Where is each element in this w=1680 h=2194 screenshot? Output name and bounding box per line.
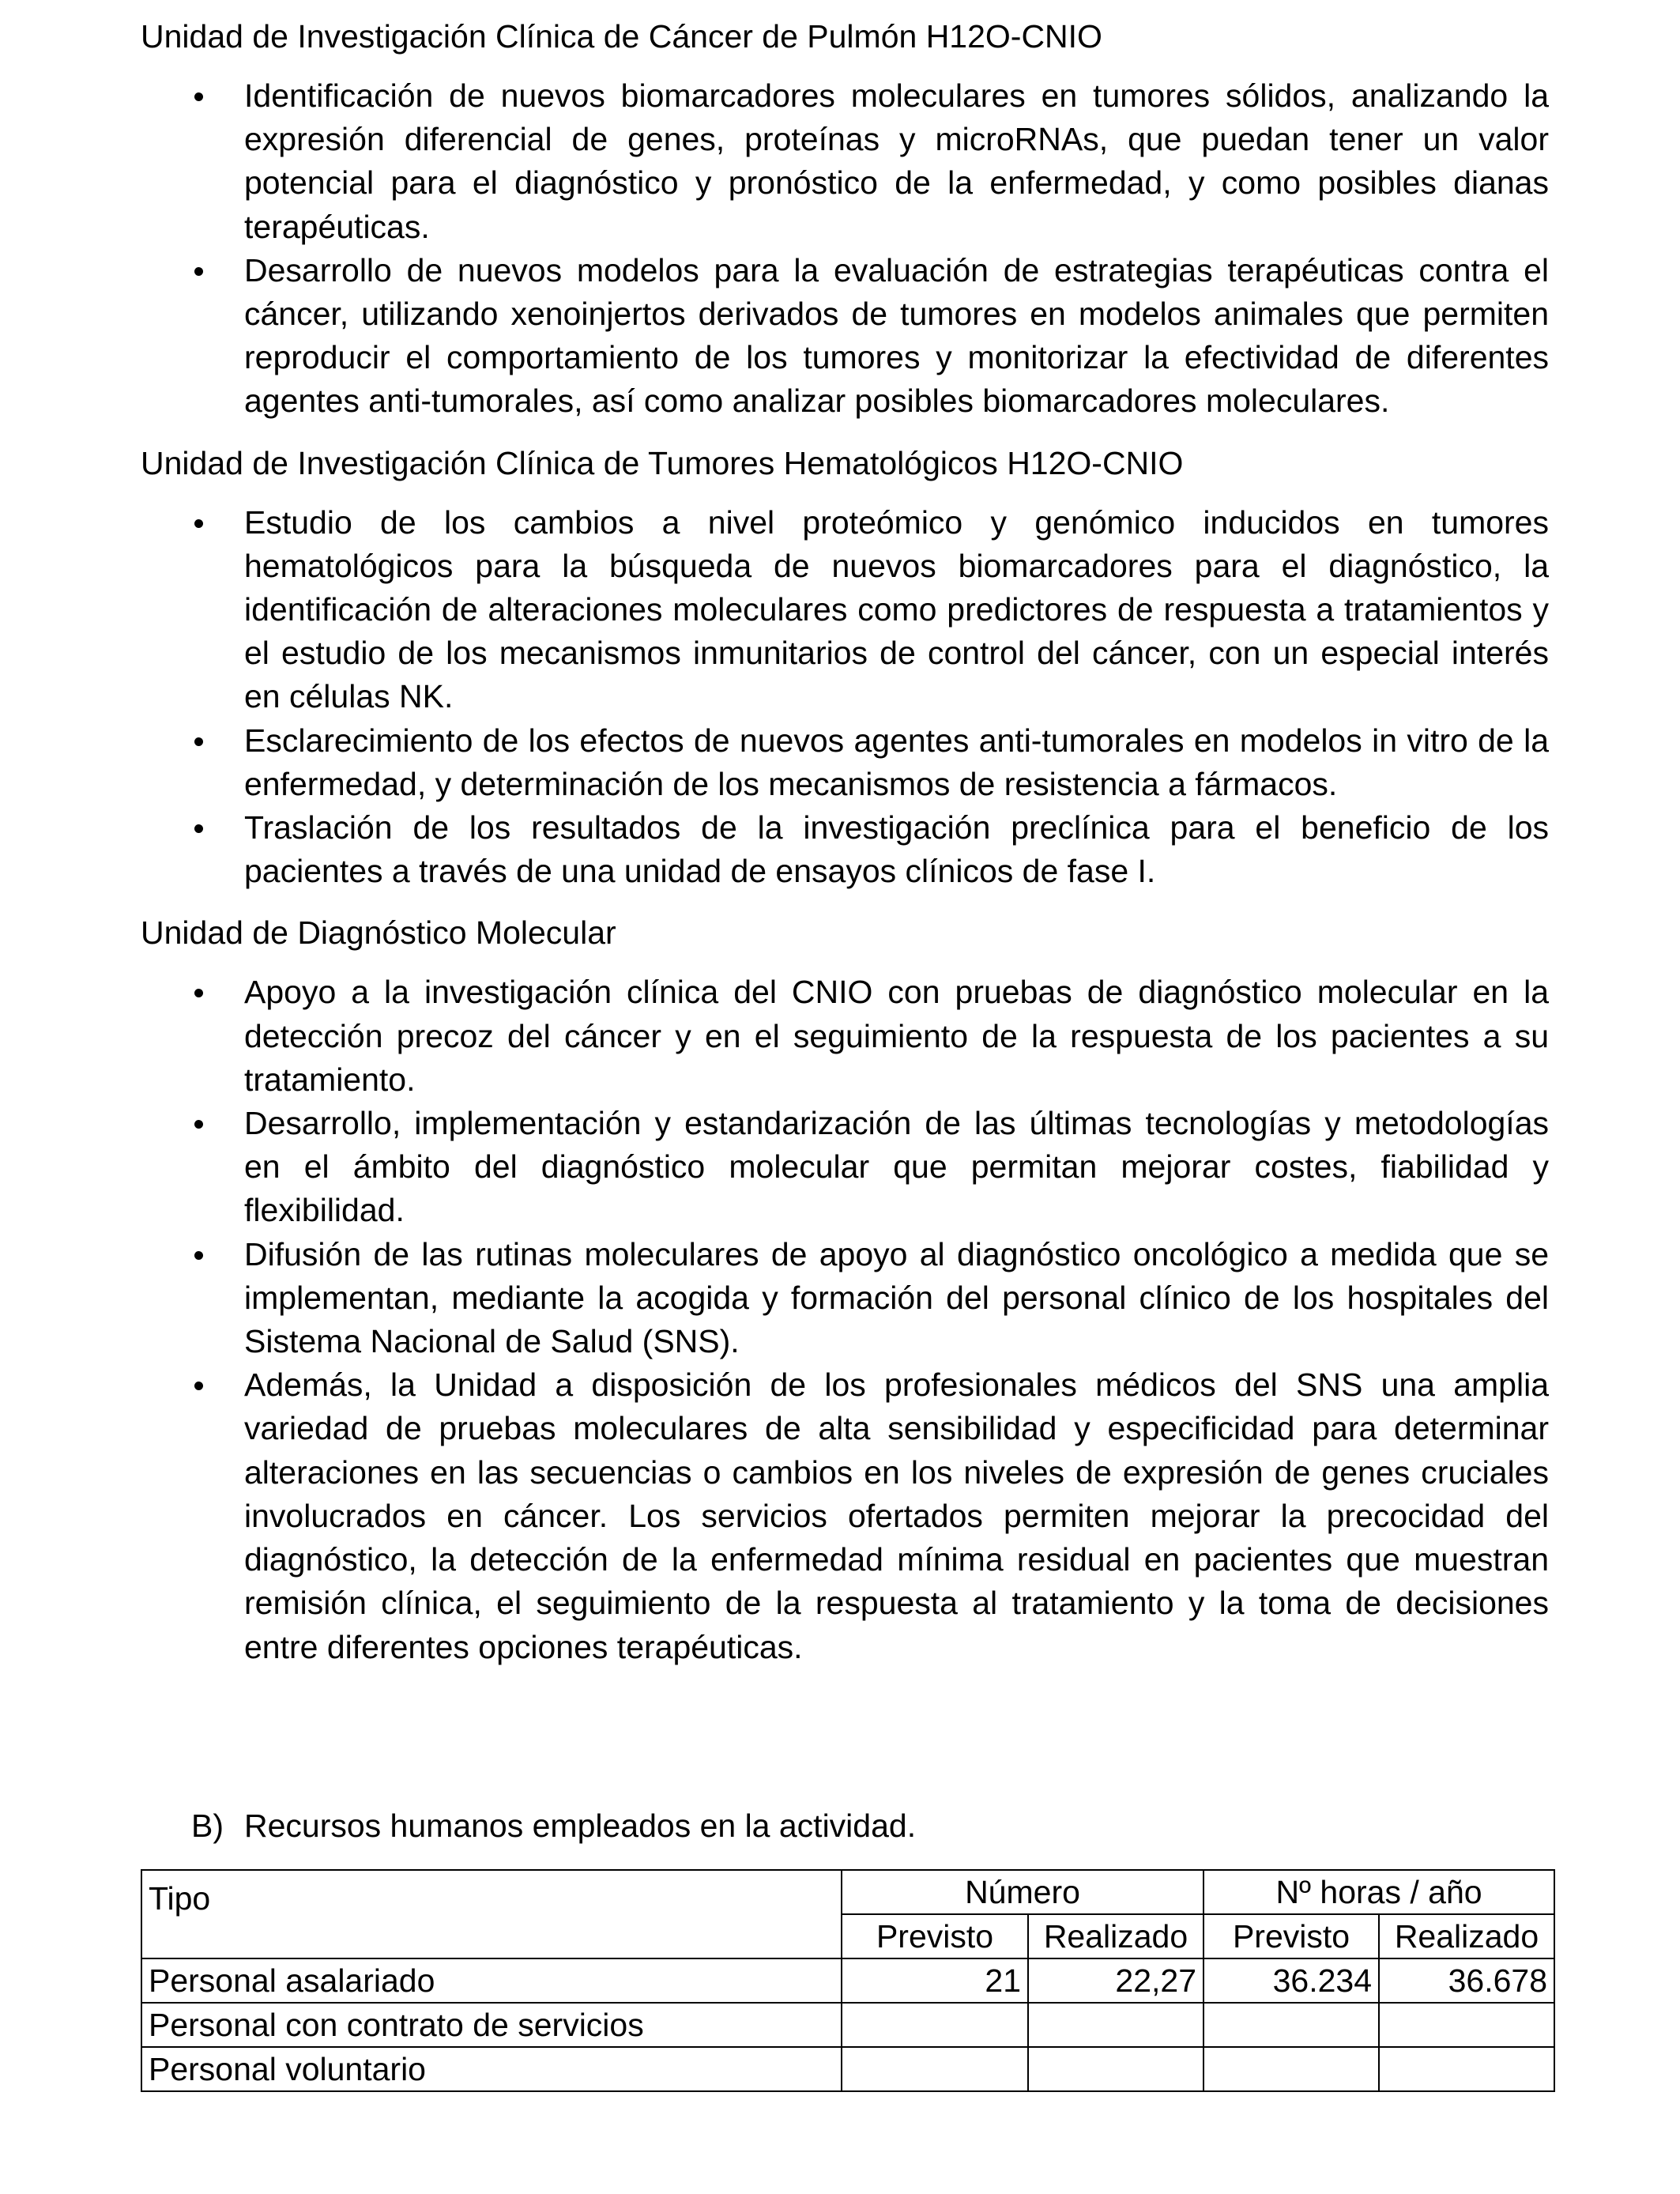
cell-horas-previsto: 36.234	[1203, 1958, 1379, 2003]
cell-num-previsto	[842, 2003, 1028, 2047]
bullet-text: Estudio de los cambios a nivel proteómico y genómico inducidos en tumores hematológicos para la búsqueda de nuevos biomarcadores para el diagnóstico, la identificación de alteraciones moleculares como predictores de respuesta a tratamientos y el estudio de los mecanismos inmunitarios de control del cáncer, con un especial interés en células NK.	[244, 503, 1549, 715]
table-row	[141, 2003, 1554, 2047]
list-item	[141, 501, 1549, 719]
cell-tipo: Personal con contrato de servicios	[141, 2003, 842, 2047]
bullet-icon	[194, 737, 203, 746]
bullet-text: Esclarecimiento de los efectos de nuevos agentes anti-tumorales en modelos in vitro de la enfermedad, y determinación de los mecanismos de resistencia a fármacos.	[244, 722, 1549, 802]
table-row	[141, 1958, 1554, 2003]
header-numero: Número	[842, 1870, 1203, 1914]
bullet-icon	[194, 267, 203, 276]
subheader-numero-realizado: Realizado	[1028, 1914, 1203, 1958]
list-item	[141, 971, 1549, 1102]
bullet-text: Traslación de los resultados de la investigación preclínica para el beneficio de los pacientes a través de una unidad de ensayos clínicos de fase I.	[244, 809, 1549, 890]
section-heading-diagnostico: Unidad de Diagnóstico Molecular	[141, 914, 616, 952]
cell-horas-realizado	[1379, 2003, 1554, 2047]
list-item	[141, 719, 1549, 806]
cell-num-realizado	[1028, 2003, 1203, 2047]
bullet-icon	[194, 989, 203, 997]
list-item	[141, 1363, 1549, 1668]
cell-num-previsto: 21	[842, 1958, 1028, 2003]
section-b-letter: B)	[191, 1808, 224, 1844]
cell-num-previsto	[842, 2047, 1028, 2091]
cell-horas-realizado: 36.678	[1379, 1958, 1554, 2003]
bullet-icon	[194, 1251, 203, 1260]
bullet-text: Desarrollo de nuevos modelos para la evaluación de estrategias terapéuticas contra el cáncer, utilizando xenoinjertos derivados de tumores en modelos animales que permiten reproducir el comportamiento de los tumores y monitorizar la efectividad de diferentes agentes anti-tumorales, así como analizar posibles biomarcadores moleculares.	[244, 251, 1549, 420]
list-item	[141, 1102, 1549, 1233]
list-item	[141, 1233, 1549, 1364]
header-tipo: Tipo	[141, 1870, 842, 1958]
document-body	[141, 14, 1549, 1687]
table-row	[141, 2047, 1554, 2091]
bullet-text: Identificación de nuevos biomarcadores moleculares en tumores sólidos, analizando la expresión diferencial de genes, proteínas y microRNAs, que puedan tener un valor potencial para el diagnóstico y pronóstico de la enfermedad, y como posibles dianas terapéuticas.	[244, 77, 1549, 245]
bullet-list-diagnostico	[141, 971, 1549, 1668]
section-heading-pulmon: Unidad de Investigación Clínica de Cáncer de Pulmón H12O-CNIO	[141, 18, 1102, 55]
bullet-text: Además, la Unidad a disposición de los profesionales médicos del SNS una amplia variedad de pruebas moleculares de alta sensibilidad y especificidad para determinar alteraciones en las secuencias o cambios en los niveles de expresión de genes cruciales involucrados en cáncer. Los servicios ofertados permiten mejorar la precocidad del diagnóstico, la detección de la enfermedad mínima residual en pacientes que muestran remisión clínica, el seguimiento de la respuesta al tratamiento y la toma de decisiones entre diferentes opciones terapéuticas.	[244, 1367, 1549, 1665]
subheader-horas-realizado: Realizado	[1379, 1914, 1554, 1958]
list-item	[141, 74, 1549, 249]
cell-num-realizado: 22,27	[1028, 1958, 1203, 2003]
bullet-icon	[194, 1120, 203, 1129]
list-item	[141, 249, 1549, 424]
bullet-list-pulmon	[141, 74, 1549, 424]
subheader-horas-previsto: Previsto	[1203, 1914, 1379, 1958]
section-b-heading	[191, 1804, 916, 1848]
subheader-numero-previsto: Previsto	[842, 1914, 1028, 1958]
bullet-text: Apoyo a la investigación clínica del CNIO con pruebas de diagnóstico molecular en la detección precoz del cáncer y en el seguimiento de la respuesta de los pacientes a su tratamiento.	[244, 974, 1549, 1098]
bullet-icon	[194, 1382, 203, 1390]
cell-horas-previsto	[1203, 2003, 1379, 2047]
bullet-icon	[194, 824, 203, 833]
bullet-icon	[194, 92, 203, 101]
table-header-row	[141, 1870, 1554, 1914]
cell-num-realizado	[1028, 2047, 1203, 2091]
cell-tipo: Personal voluntario	[141, 2047, 842, 2091]
header-horas: Nº horas / año	[1203, 1870, 1554, 1914]
list-item	[141, 806, 1549, 893]
bullet-icon	[194, 519, 203, 528]
section-heading-hematologicos: Unidad de Investigación Clínica de Tumores Hematológicos H12O-CNIO	[141, 444, 1184, 481]
bullet-text: Difusión de las rutinas moleculares de apoyo al diagnóstico oncológico a medida que se implementan, mediante la acogida y formación del personal clínico de los hospitales del Sistema Nacional de Salud (SNS).	[244, 1235, 1549, 1360]
cell-tipo: Personal asalariado	[141, 1958, 842, 2003]
cell-horas-realizado	[1379, 2047, 1554, 2091]
section-b-title: Recursos humanos empleados en la actividad.	[244, 1808, 917, 1844]
cell-horas-previsto	[1203, 2047, 1379, 2091]
bullet-list-hematologicos	[141, 501, 1549, 894]
human-resources-table	[141, 1869, 1555, 2092]
bullet-text: Desarrollo, implementación y estandarización de las últimas tecnologías y metodologías en el ámbito del diagnóstico molecular que permitan mejorar costes, fiabilidad y flexibilidad.	[244, 1105, 1549, 1229]
